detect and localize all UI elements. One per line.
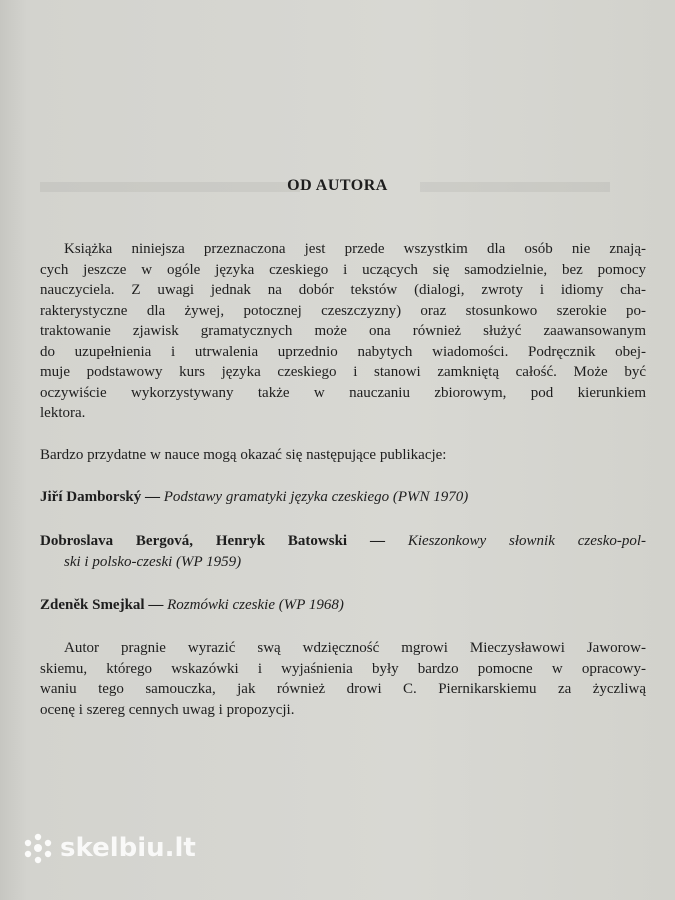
text-line: skiemu, którego wskazówki i wyjaśnienia były bardzo pomocne w opracowy- [40,660,646,677]
publication-title: Kieszonkowy słownik czesko-pol- [407,533,646,549]
text-line: cych jeszcze w ogóle języka czeskiego i uczących się samodzielnie, bez pomocy [40,261,646,278]
text-line: Autor pragnie wyrazić swą wdzięczność mgrowi Mieczysławowi Jaworow- [64,640,646,656]
text-line: rakterystyczne dla żywej, potocznej czeszczyzny) oraz stosunkowo szerokie po- [40,302,646,319]
text-line: muje podstawowy kurs języka czeskiego i stanowi zamkniętą całość. Może być [40,364,646,380]
publication-entry [40,487,646,508]
publication-entry [40,531,646,572]
publication-entry [40,595,646,616]
skelbiu-logo-icon [22,832,54,864]
text-line: Książka niniejsza przeznaczona jest przede wszystkim dla osób nie znają- [64,241,646,257]
text-line: waniu tego samouczka, jak również drowi C. Piernikarskiemu za życzliwą [40,681,646,697]
text-line: Bardzo przydatne w nauce mogą okazać się następujące publikacje: [40,447,447,463]
publication-title: Podstawy gramatyki języka czeskiego (PWN 1970) [163,489,469,505]
publication-author: Dobroslava Bergová, Henryk Batowski — [40,533,385,549]
text-line: nauczyciela. Z uwagi jednak na dobór tekstów (dialogi, zwroty i idiomy cha- [40,282,646,298]
text-line: ocenę i szereg cennych uwag i propozycji. [40,701,295,718]
acknowledgements-paragraph [40,638,646,720]
text-line: do uzupełnienia i utrwalenia uprzednio nabytych wiadomości. Podręcznik obej- [40,343,646,360]
publication-author: Zdeněk Smejkal — [40,597,164,613]
watermark-text: skelbiu.lt [60,833,196,863]
text-line: lektora. [40,405,86,421]
text-line: oczywiście wykorzystywany także w nauczaniu zbiorowym, pod kierunkiem [40,384,646,401]
publication-title: Rozmówki czeskie (WP 1968) [167,597,344,613]
publication-title-continued: ski i polsko-czeski (WP 1959) [64,553,242,570]
intro-paragraph [40,239,646,424]
publication-author: Jiří Damborský — [40,489,160,505]
text-line: traktowanie zjawisk gramatycznych może ona również służyć zaawansowanym [40,323,646,339]
watermark [22,832,196,864]
publications-intro [40,445,646,466]
page-title: OD AUTORA [287,177,388,194]
